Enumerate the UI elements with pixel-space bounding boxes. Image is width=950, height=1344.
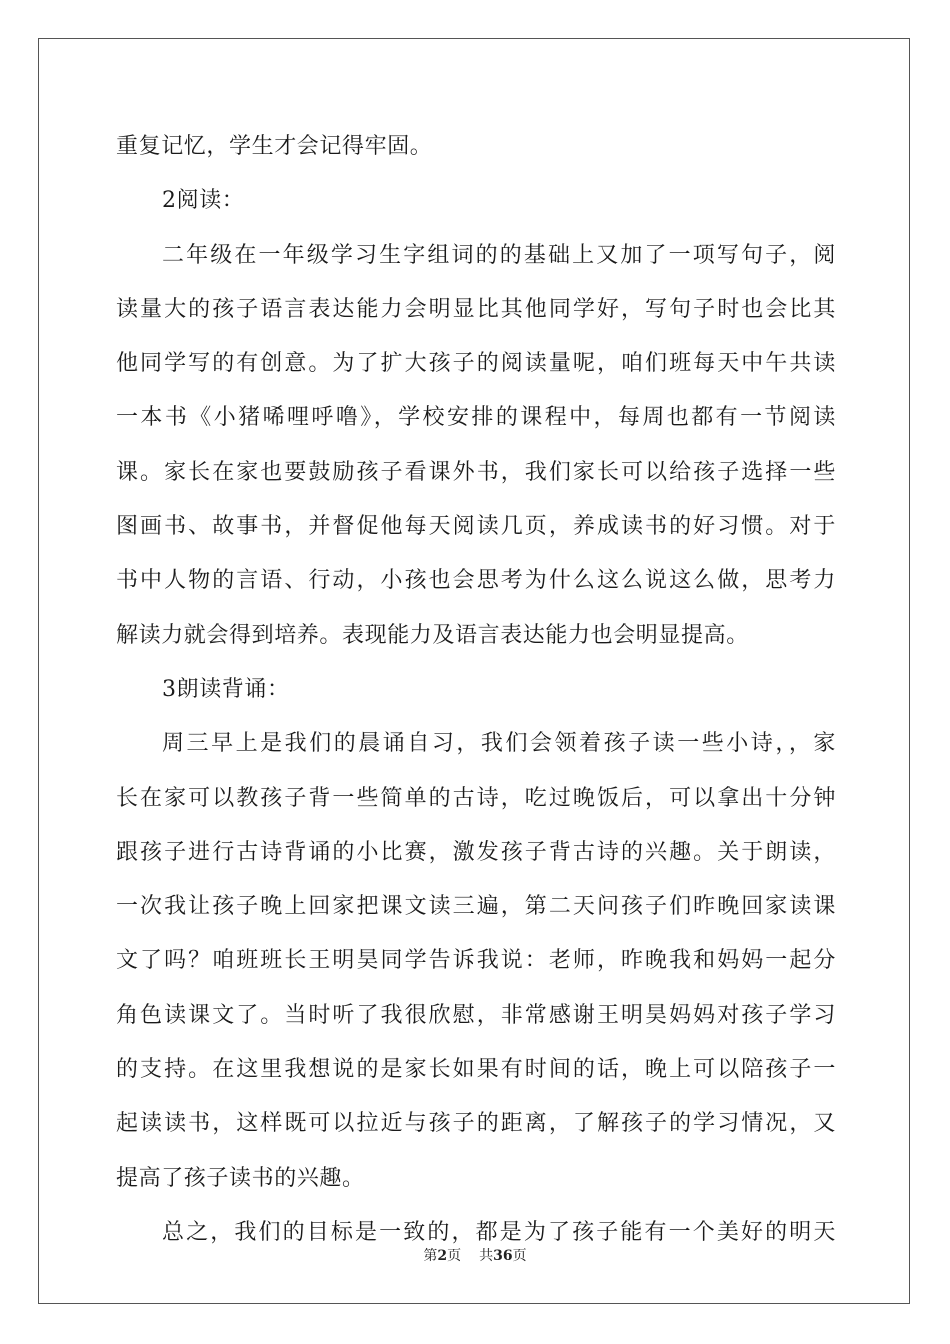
text-line: 长在家可以教孩子背一些简单的古诗，吃过晚饭后，可以拿出十分钟 bbox=[116, 785, 836, 811]
text-line: 书中人物的言语、行动，小孩也会思考为什么这么说这么做，思考力 bbox=[116, 568, 836, 594]
text-line: 一本书《小猪唏哩呼噜》，学校安排的课程中，每周也都有一节阅读 bbox=[116, 405, 836, 431]
text-line: 他同学写的有创意。为了扩大孩子的阅读量呢，咱们班每天中午共读 bbox=[116, 351, 836, 377]
text-line: 图画书、故事书，并督促他每天阅读几页，养成读书的好习惯。对于 bbox=[116, 514, 836, 540]
text-line: 跟孩子进行古诗背诵的小比赛，激发孩子背古诗的兴趣。关于朗读， bbox=[116, 839, 836, 865]
text-line: 提高了孩子读书的兴趣。 bbox=[116, 1165, 365, 1191]
text-line: 总之，我们的目标是一致的，都是为了孩子能有一个美好的明天 bbox=[162, 1219, 836, 1245]
total-prefix: 共 bbox=[479, 1248, 494, 1264]
total-unit: 页 bbox=[512, 1248, 527, 1264]
section-heading-reading: 2阅读： bbox=[162, 188, 245, 214]
text-line: 课。家长在家也要鼓励孩子看课外书，我们家长可以给孩子选择一些 bbox=[116, 459, 836, 485]
page-unit: 页 bbox=[447, 1248, 462, 1264]
page-footer bbox=[0, 1245, 950, 1265]
text-line: 读量大的孩子语言表达能力会明显比其他同学好，写句子时也会比其 bbox=[116, 296, 836, 322]
section-heading-recitation: 3朗读背诵： bbox=[162, 676, 290, 702]
text-line: 二年级在一年级学习生字组词的的基础上又加了一项写句子，阅 bbox=[162, 242, 836, 268]
document-body bbox=[116, 120, 836, 1260]
text-line: 重复记忆，学生才会记得牢固。 bbox=[116, 134, 433, 159]
text-line: 周三早上是我们的晨诵自习，我们会领着孩子读一些小诗，，家 bbox=[162, 731, 836, 757]
text-line: 解读力就会得到培养。表现能力及语言表达能力也会明显提高。 bbox=[116, 622, 749, 648]
page-current: 2 bbox=[437, 1248, 448, 1264]
text-line: 起读读书，这样既可以拉近与孩子的距离，了解孩子的学习情况，又 bbox=[116, 1111, 836, 1137]
text-line: 的支持。在这里我想说的是家长如果有时间的话，晚上可以陪孩子一 bbox=[116, 1057, 836, 1083]
text-line: 角色读课文了。当时听了我很欣慰，非常感谢王明昊妈妈对孩子学习 bbox=[116, 1002, 836, 1028]
page-total: 36 bbox=[493, 1248, 513, 1264]
text-line: 一次我让孩子晚上回家把课文读三遍，第二天问孩子们昨晚回家读课 bbox=[116, 894, 836, 920]
page-prefix: 第 bbox=[423, 1248, 438, 1264]
text-line: 文了吗？咱班班长王明昊同学告诉我说：老师，昨晚我和妈妈一起分 bbox=[116, 948, 836, 974]
